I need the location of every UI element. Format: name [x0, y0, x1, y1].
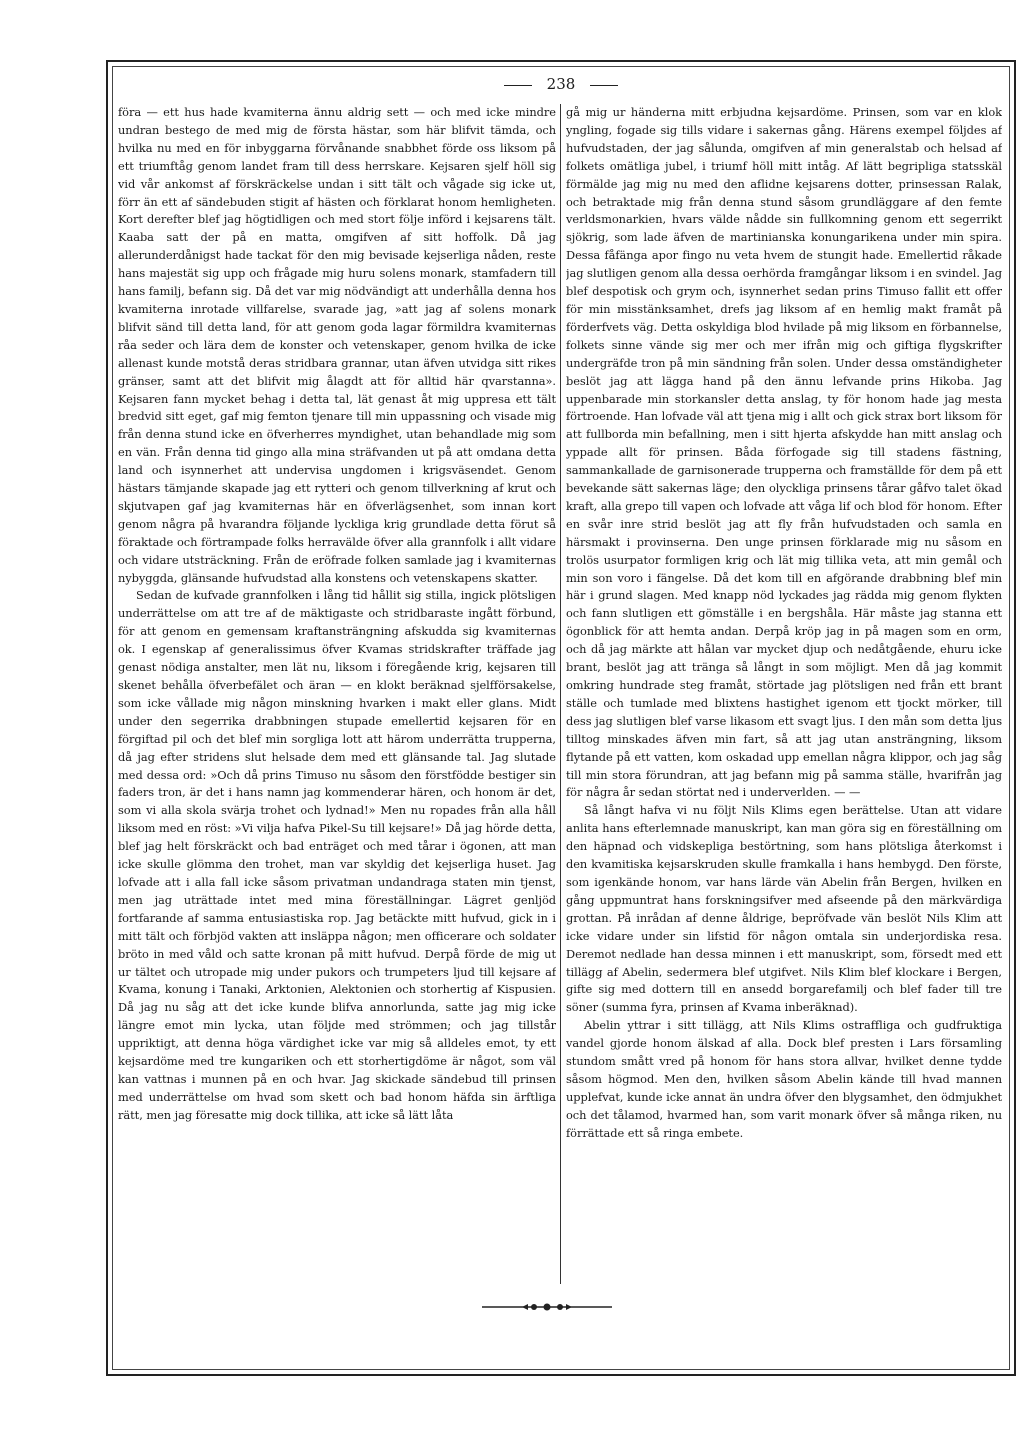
column-divider: [560, 104, 561, 1284]
page-header: [112, 70, 1010, 98]
right-paragraph-1: gå mig ur händerna mitt erbjudna kejsardöme. Prinsen, som var en klok yngling, fogade sig tills vidare i sakernas gång. Härens exempel följdes af hufvudstaden, der jag sålunda, omgifven af min generalstab och helsad af folkets omätliga jubel, i triumf höll mitt intåg. Af lätt begripliga statsskäl förmälde jag mig nu med den aflidne kejsarens dotter, prinsessan Ralak, och betraktade mig från denna stund såsom grundläggare af den femte verldsmonarkien, hvars välde nådde sin fullkomning genom ett segerrikt sjökrig, som lade äfven de martinianska konungarikena under min spira. Dessa fåfänga apor fingo nu veta hvem de stungit hade. Emellertid råkade jag slutligen genom alla dessa oerhörda framgångar liksom i en svindel. Jag blef despotisk och grym och, isynnerhet sedan prins Timuso fallit ett offer för min misstänksamhet, drefs jag liksom af en hemlig makt framåt på förderfvets väg. Detta oskyldiga blod hvilade på mig liksom en förbannelse, folkets sinne vände sig mer och mer ifrån mig och giftiga flygskrifter undergräfde tron på min sändning från solen. Under dessa omständigheter beslöt jag att lägga hand på den ännu lefvande prins Hikoba. Jag uppenbarade min storkansler detta anslag, ty för honom hade jag mesta förtroende. Han lofvade väl att tjena mig i allt och gick strax bort liksom för att fullborda min befallning, men i sitt hjerta afskydde han mitt anslag och yppade allt för prinsen. Båda förfogade sig till stadens fästning, sammankallade de garnisonerade trupperna och framställde för dem på ett bevekande sätt sakernas läge; den olyckliga prinsens tårar gåfvo talet ökad kraft, alla grepo till vapen och lofvade att våga lif och blod för honom. Efter en svår inre strid beslöt jag att fly från hufvudstaden och samla en härsmakt i provinserna. Den unge prinsen förklarade mig nu såsom en trolös usurpator formligen krig och lät mig tillika veta, att min gemål och min son voro i fängelse. Då det kom till en afgörande drabbning blef min här i grund slagen. Med knapp nöd lyckades jag rädda mig genom flykten och fann slutligen ett gömställe i en bergshåla. Här måste jag stanna ett ögonblick för att hemta andan. Derpå kröp jag in på magen som en orm, och då jag märkte att hålan var mycket djup och nedåtgående, ehuru icke brant, beslöt jag att tränga så långt in som möjligt. Men då jag kommit omkring hundrade steg framåt, störtade jag plötsligen ned från ett brant ställe och tumlade med blixtens hastighet igenom ett tjockt mörker, till dess jag slutligen blef varse likasom ett svagt ljus. I den mån som detta ljus tilltog minskades äfven min fart, så att jag utan ansträngning, liksom flytande på ett vatten, kom oskadad upp emellan några klippor, och jag såg till min stora förundran, att jag befann mig på samma ställe, hvarifrån jag för några år sedan störtat ned i underverlden. — —: [566, 105, 1002, 800]
page-number: 238: [546, 75, 576, 93]
right-paragraph-2: Så långt hafva vi nu följt Nils Klims egen berättelse. Utan att vidare anlita hans efterlemnade manuskript, kan man göra sig en föreställning om den häpnad och vidskepliga bestörtning, som hans plötsliga återkomst i den kvamitiska kejsarskruden skulle framkalla i hans hembygd. Den förste, som igenkände honom, var hans lärde vän Abelin från Bergen, hvilken en gång uppmuntrat hans forskningsifver med afseende på den märkvärdiga grottan. På inrådan af denne åldrige, bepröfvade vän beslöt Nils Klim att icke vidare under sin lifstid för någon omtala sin underjordiska resa. Deremot nedlade han dessa minnen i ett manuskript, som, försedt med ett tillägg af Abelin, sedermera blef utgifvet. Nils Klim blef klockare i Bergen, gifte sig med dottern till en ansedd borgarefamilj och blef fader till tre söner (summa fyra, prinsen af Kvama inberäknad).: [566, 803, 1002, 1015]
end-ornament: [482, 1302, 612, 1312]
left-paragraph-1: föra — ett hus hade kvamiterna ännu aldrig sett — och med icke mindre undran bestego de med mig de första hästar, som här blifvit tämda, och hvilka nu med en för inbyggarna förvånande snabbhet förde oss liksom på ett triumftåg genom landet fram till dess herrskare. Kejsaren sjelf höll sig vid vår ankomst af förskräckelse undan i sitt tält och vågade sig icke ut, förr än ett af sändebuden stigit af hästen och förklarat honom hemligheten. Kort derefter blef jag högtidligen och med stort följe införd i kejsarens tält. Kaaba satt der på en matta, omgifven af sitt hoffolk. Då jag allerunderdånigst hade tackat för den mig bevisade kejserliga nåden, reste hans majestät sig upp och frågade mig huru solens monark, stamfadern till hans familj, befann sig. Då det var mig nödvändigt att underhålla denna hos kvamiterna inrotade villfarelse, svarade jag, »att jag af solens monark blifvit sänd till detta land, för att genom goda lagar förmildra kvamiternas råa seder och lära dem de konster och vetenskaper, genom hvilka de icke allenast kunde motstå deras stridbara grannar, utan äfven utvidga sitt rikes gränser, samt att det blifvit mig ålagdt att för alltid här qvarstanna». Kejsaren fann mycket behag i detta tal, lät genast åt mig uppresa ett tält bredvid sitt eget, gaf mig femton tjenare till min uppassning och visade mig från denna stund icke en öfverherres myndighet, utan behandlade mig som en vän. Från denna tid gingo alla mina sträfvanden ut på att omdana detta land och isynnerhet att undervisa ungdomen i krigsväsendet. Genom hästars tämjande skapade jag ett rytteri och genom tillverkning af krut och skjutvapen gaf jag kvamiternas här en öfverlägsenhet, som innan kort genom några på hvarandra följande lyckliga krig grundlade detta förut så föraktade och förtrampade folks herravälde öfver alla grannfolk i allt vidare och vidare utsträckning. Från de eröfrade folken samlade jag i kvamiternas nybyggda, glänsande hufvudstad alla konstens och vetenskapens skatter.: [118, 105, 556, 585]
right-paragraph-3: Abelin yttrar i sitt tillägg, att Nils Klims ostraffliga och gudfruktiga vandel gjorde honom älskad af alla. Dock blef presten i Lars församling stundom smått vred på honom för hans stora allvar, hvilket denne tydde såsom högmod. Men den, hvilken såsom Abelin kände till hvad mannen upplefvat, kunde icke annat än undra öfver den blygsamhet, den ödmjukhet och det tålamod, hvarmed han, som varit monark öfver så många riken, nu förrättade ett så ringa embete.: [566, 1018, 1002, 1140]
header-dash-right: [590, 85, 618, 86]
right-column: [566, 104, 1002, 1284]
left-paragraph-2: Sedan de kufvade grannfolken i lång tid hållit sig stilla, ingick plötsligen underrättelse om att tre af de mäktigaste och stridbaraste ingått förbund, för att genom en gemensam kraftansträngning afskudda sig kvamiternas ok. I egenskap af generalissimus öfver Kvamas stridskrafter träffade jag genast nödiga anstalter, men lät nu, liksom i föregående krig, kejsaren till skenet behålla öfverbefälet och äran — en klokt beräknad sjelfförsakelse, som icke vållade mig någon minskning hvarken i makt eller glans. Midt under den segerrika drabbningen stupade emellertid kejsaren för en förgiftad pil och det blef min sorgliga lott att härom underrätta trupperna, då jag efter stridens slut helsade dem med ett glänsande tal. Jag slutade med dessa ord: »Och då prins Timuso nu såsom den förstfödde bestiger sin faders tron, är det i hans namn jag kommenderar hären, och honom är det, som vi alla skola svärja trohet och lydnad!» Men nu ropades från alla håll liksom med en röst: »Vi vilja hafva Pikel-Su till kejsare!» Då jag hörde detta, blef jag helt förskräckt och bad enträget och med tårar i ögonen, att man icke skulle glömma den trohet, man var skyldig det kejserliga huset. Jag lofvade att i alla fall icke såsom privatman undandraga staten min tjenst, men jag uträttade intet med mina föreställningar. Lägret genljöd fortfarande af samma entusiastiska rop. Jag betäckte mitt hufvud, gick in i mitt tält och förbjöd vakten att insläppa någon; men officerare och soldater bröto in med våld och satte kronan på mitt hufvud. Derpå förde de mig ut ur tältet och utropade mig under pukors och trumpeters ljud till kejsare af Kvama, konung i Tanaki, Arktonien, Alektonien och storhertig af Kispusien. Då jag nu såg att det icke kunde blifva annorlunda, satte jag mig icke längre emot min lycka, utan följde med strömmen; och jag tillstår uppriktigt, att denna höga värdighet icke var mig så alldeles emot, ty ett kejsardöme med tre kungariken och ett storhertigdöme är något, som väl kan vattnas i munnen på en och hvar. Jag skickade sändebud till prinsen med underrättelse om hvad som skett och bad honom häfda sin ärftliga rätt, men jag föresatte mig dock tillika, att icke så lätt låta: [118, 588, 556, 1122]
left-column: [118, 104, 556, 1284]
header-dash-left: [504, 85, 532, 86]
